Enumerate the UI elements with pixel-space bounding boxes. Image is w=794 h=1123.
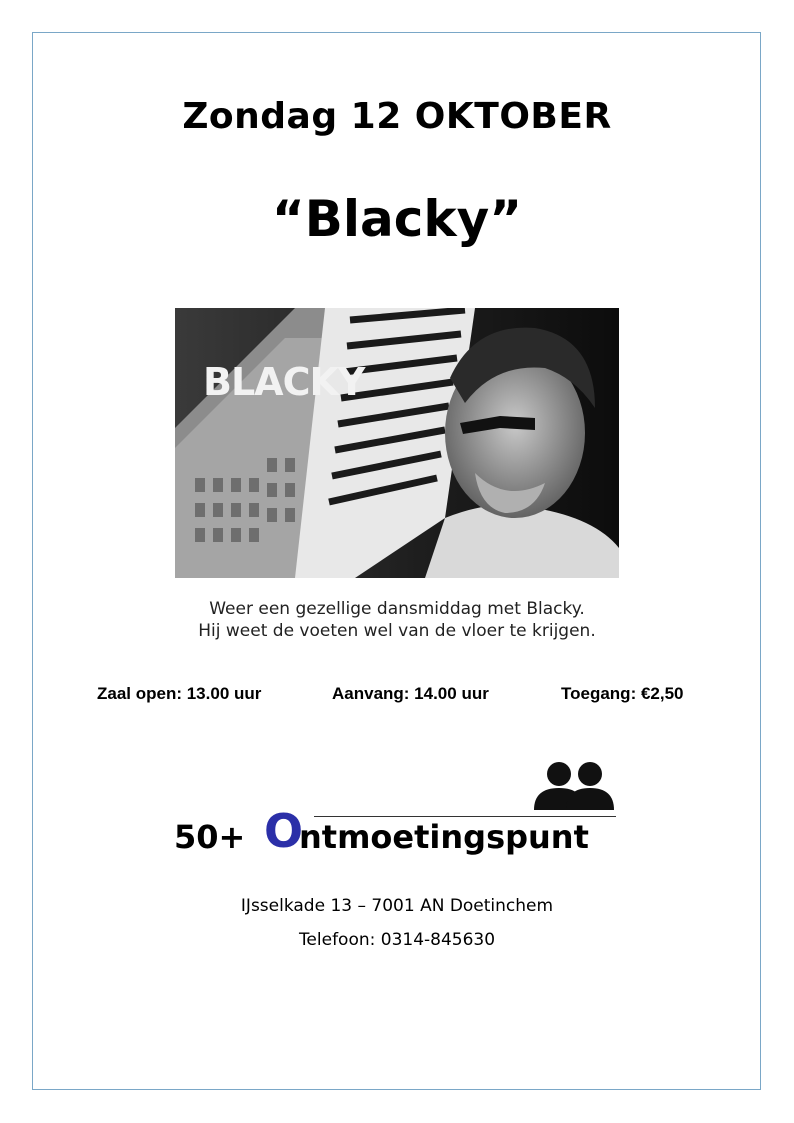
photo-label: BLACKY [203,360,365,404]
organization-logo [174,760,618,860]
event-date: Zondag 12 OKTOBER [182,96,612,137]
phone-number: Telefoon: 0314-845630 [298,930,496,950]
description-line-2: Hij weet de voeten wel van de vloer te krijgen. [198,621,596,641]
address: IJsselkade 13 – 7001 AN Doetinchem [240,896,554,916]
event-title: “Blacky” [271,190,523,248]
artist-photo [175,308,619,578]
description-line-1: Weer een gezellige dansmiddag met Blacky. [209,599,585,619]
start-time: Aanvang: 14.00 uur [332,684,489,703]
two-people-icon [532,760,614,810]
logo-first-letter: O [264,804,304,858]
event-description [0,598,794,642]
logo-prefix: 50+ [174,818,246,856]
logo-underline [314,816,616,817]
keyboard-portrait-illustration [175,308,619,578]
entry-fee: Toegang: €2,50 [561,684,684,703]
logo-name: ntmoetingspunt [299,818,589,856]
doors-open-time: Zaal open: 13.00 uur [97,684,262,703]
